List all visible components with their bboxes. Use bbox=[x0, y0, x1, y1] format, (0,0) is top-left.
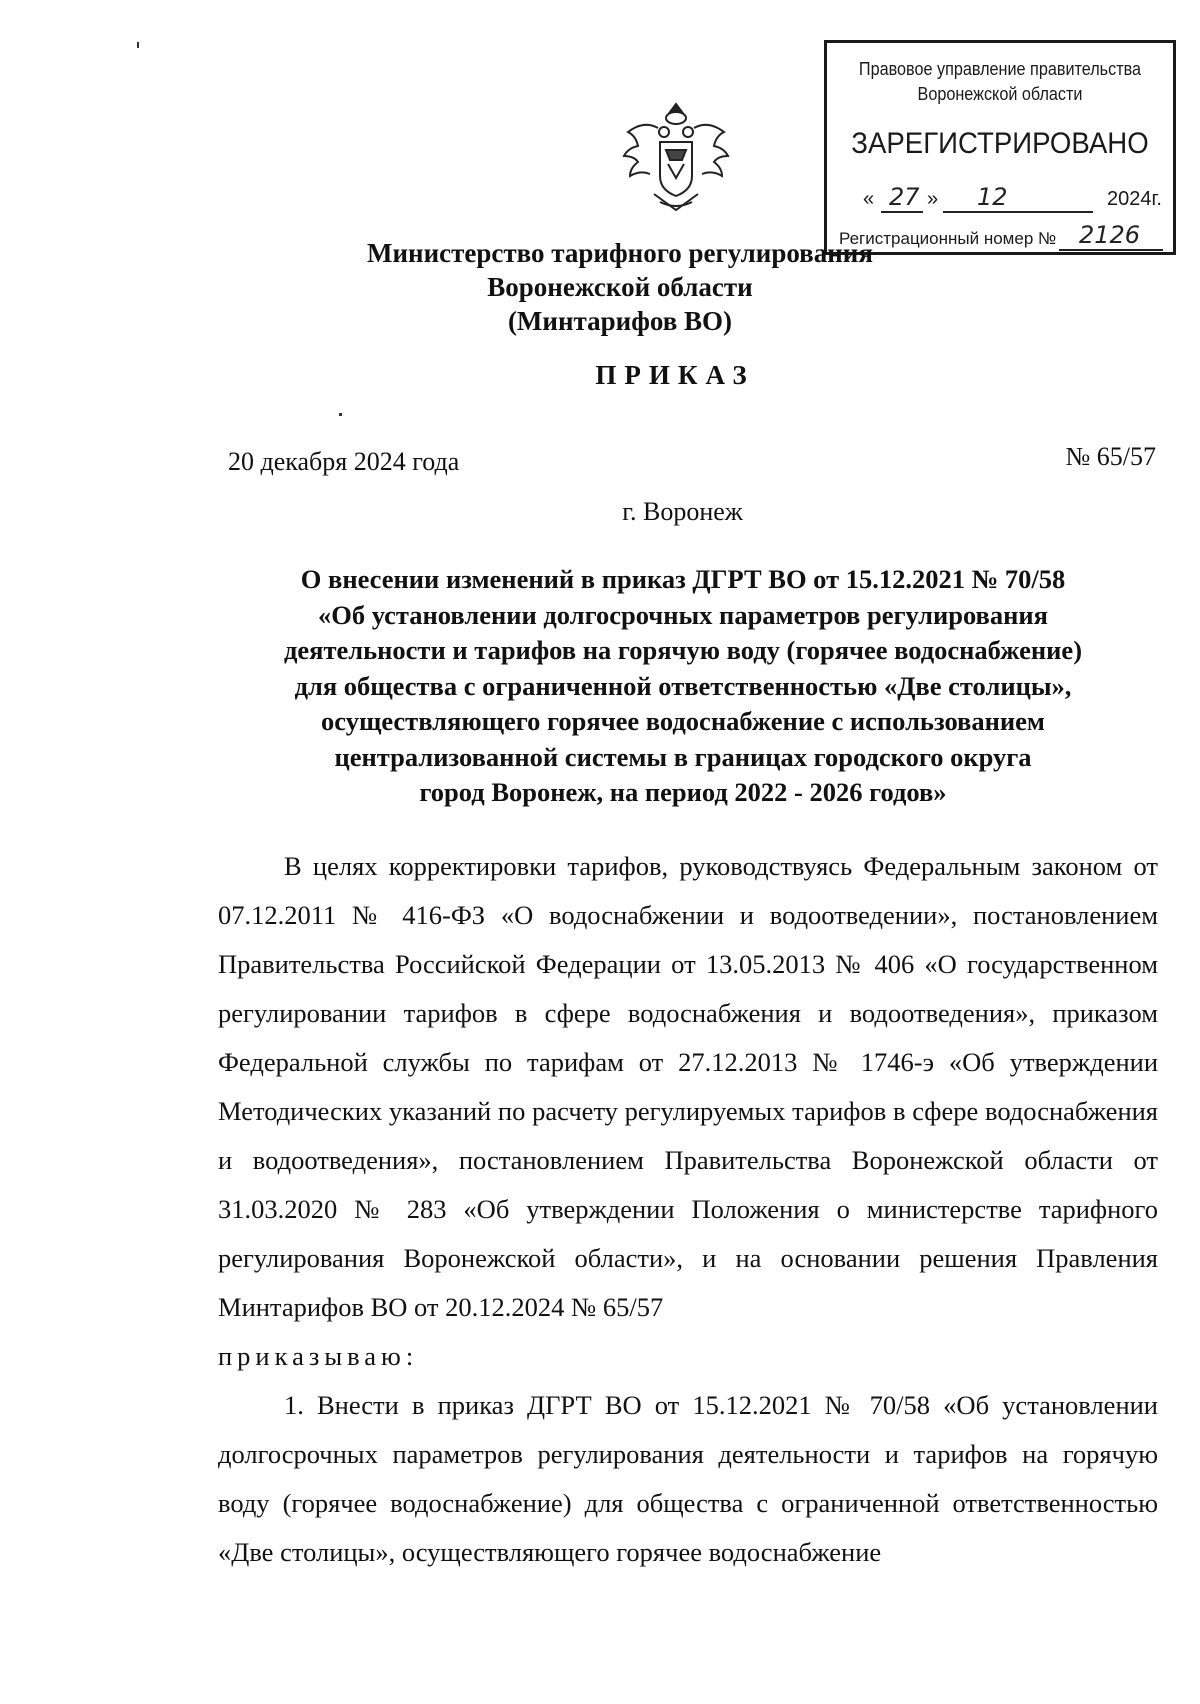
subject-line: О внесении изменений в приказ ДГРТ ВО от 15.12.2021 № 70/58 bbox=[300, 564, 1066, 594]
document-type: ПРИКАЗ bbox=[595, 360, 755, 390]
subject-line: «Об установлении долгосрочных параметров регулирования bbox=[318, 599, 1048, 630]
stamp-year: 2024г. bbox=[1107, 188, 1162, 210]
stamp-month-underline bbox=[943, 211, 1093, 213]
stamp-reg-label: Регистрационный номер № bbox=[839, 229, 1057, 248]
stamp-reg-number: 2126 bbox=[1079, 221, 1141, 249]
stamp-organization bbox=[844, 57, 1155, 107]
document-subject bbox=[218, 562, 1148, 811]
stamp-registered-label: ЗАРЕГИСТРИРОВАНО bbox=[851, 127, 1149, 160]
stamp-date bbox=[863, 181, 1163, 215]
scan-mark bbox=[137, 42, 139, 48]
coat-of-arms-icon bbox=[620, 102, 732, 214]
stamp-quote-close: » bbox=[927, 188, 939, 210]
stamp-org-line2: Воронежской области bbox=[917, 84, 1083, 104]
document-date: 20 декабря 2024 года bbox=[228, 447, 460, 476]
subject-line: город Воронеж, на период 2022 - 2026 годов» bbox=[419, 777, 947, 807]
item-1-paragraph: 1. Внести в приказ ДГРТ ВО от 15.12.2021 № 70/58 «Об установлении долгосрочных параметров регулирования деятельности и тарифов на горячую воду (горячее водоснабжение) для общества с ограниченной ответственностью «Две столицы», осуществляющего горячее водоснабжение bbox=[218, 1390, 1158, 1567]
stamp-reg-underline bbox=[1059, 249, 1163, 251]
stamp-month: 12 bbox=[977, 183, 1008, 211]
ministry-name-line1: Министерство тарифного регулирования bbox=[367, 238, 873, 268]
stamp-org-line1: Правовое управление правительства bbox=[858, 59, 1142, 79]
scan-mark bbox=[339, 413, 342, 416]
subject-line: для общества с ограниченной ответственностью «Две столицы», bbox=[294, 670, 1072, 701]
subject-line: осуществляющего горячее водоснабжение с использованием bbox=[321, 706, 1045, 736]
document-body bbox=[218, 842, 1158, 1577]
ministry-name-line3: (Минтарифов ВО) bbox=[507, 306, 733, 336]
order-word: приказываю: bbox=[218, 1341, 419, 1371]
ministry-name-line2: Воронежской области bbox=[487, 272, 753, 302]
registration-stamp bbox=[824, 40, 1176, 255]
stamp-day-underline bbox=[881, 211, 923, 213]
document-city: г. Воронеж bbox=[622, 497, 743, 526]
subject-line: деятельности и тарифов на горячую воду (горячее водоснабжение) bbox=[283, 635, 1083, 665]
ministry-header bbox=[300, 236, 940, 338]
subject-line: централизованной системы в границах городского округа bbox=[334, 741, 1032, 772]
document-number: № 65/57 bbox=[1065, 442, 1156, 471]
stamp-quote-open: « bbox=[863, 188, 875, 210]
stamp-day: 27 bbox=[889, 183, 920, 211]
preamble-paragraph: В целях корректировки тарифов, руководствуясь Федеральным законом от 07.12.2011 № 416-ФЗ «О водоснабжении и водоотведении», постановлением Правительства Российской Федерации от 13.05.2013 № 406 «О государственном регулировании тарифов в сфере водоснабжения и водоотведения», приказом Федеральной службы по тарифам от 27.12.2013 № 1746-э «Об утверждении Методических указаний по расчету регулируемых тарифов в сфере водоснабжения и водоотведения», постановлением Правительства Воронежской области от 31.03.2020 № 283 «Об утверждении Положения о министерстве тарифного регулирования Воронежской области», и на основании решения Правления Минтарифов ВО от 20.12.2024 № 65/57 bbox=[218, 851, 1158, 1322]
